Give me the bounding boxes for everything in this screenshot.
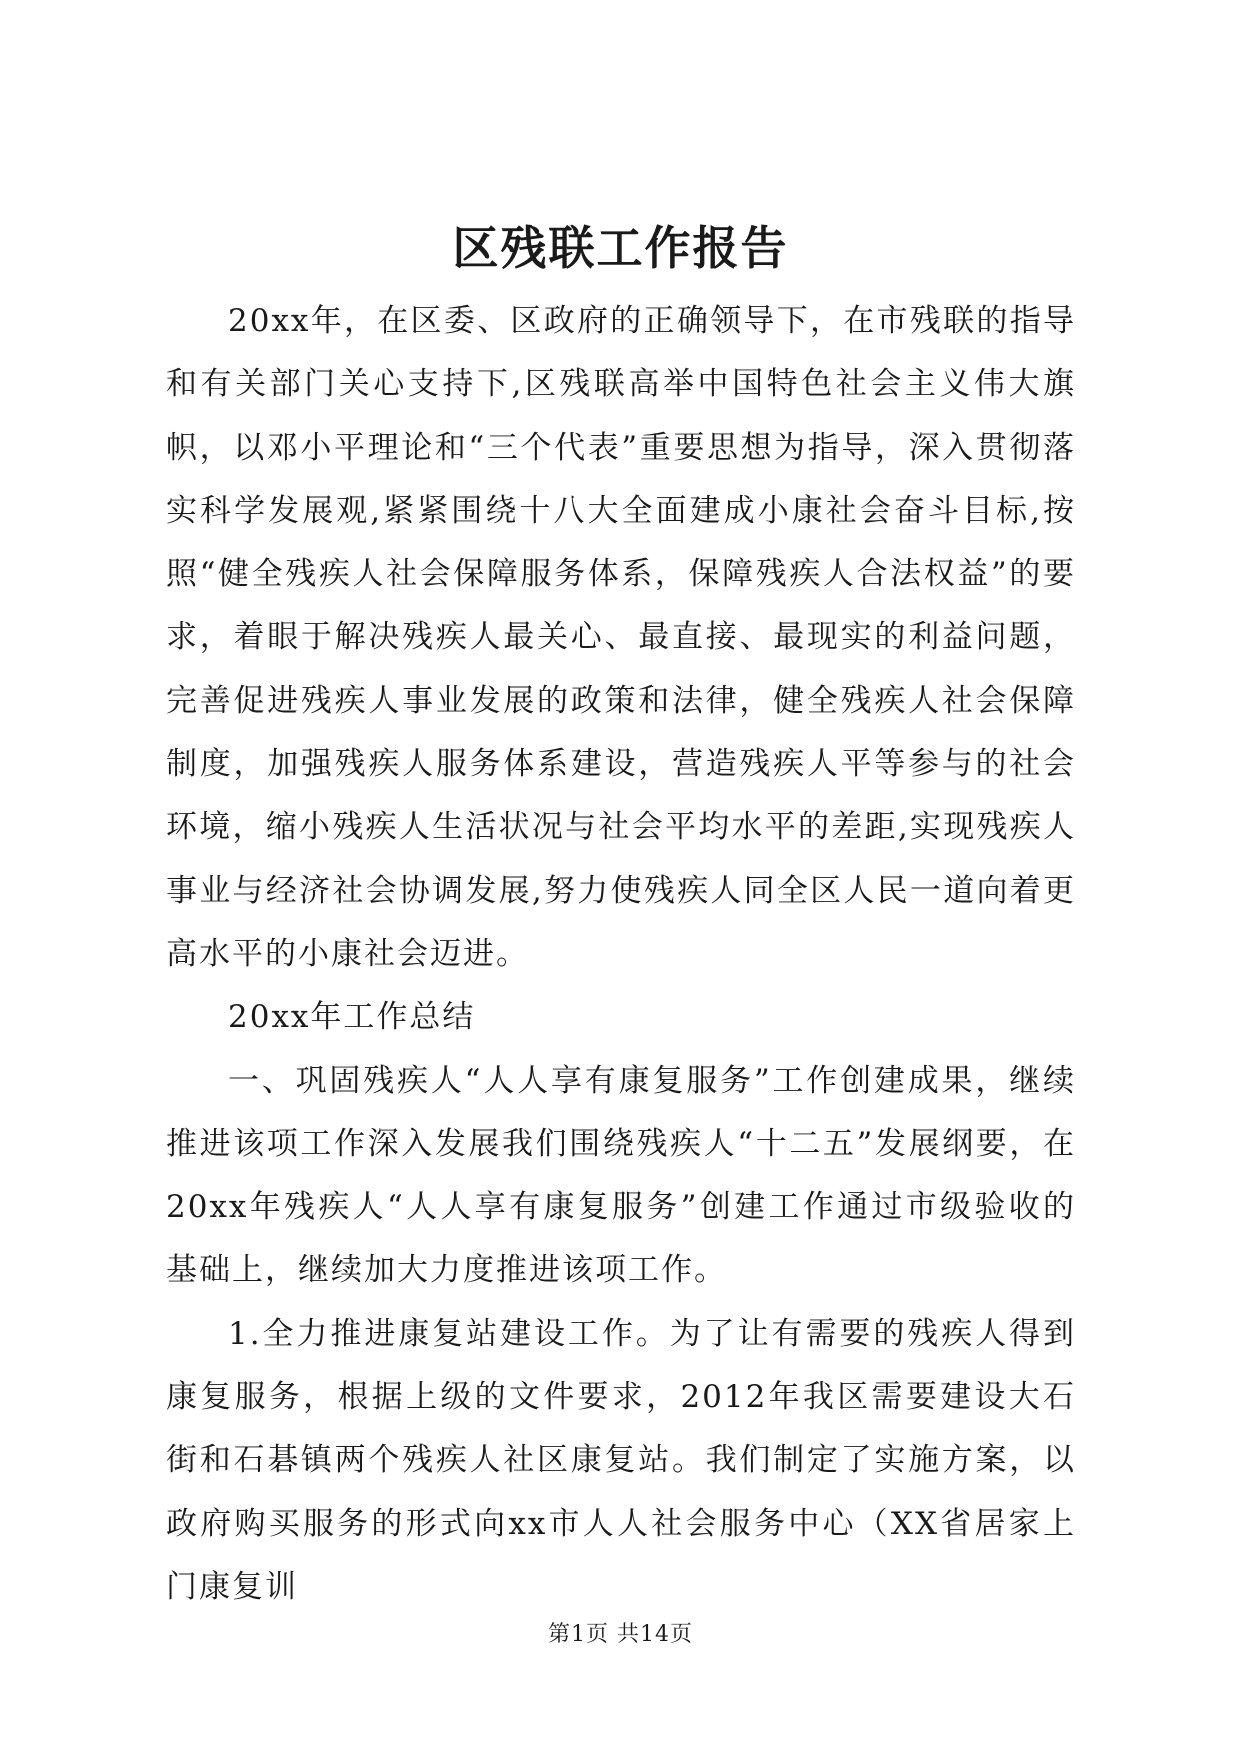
- body-paragraph-intro: 20xx年，在区委、区政府的正确领导下，在市残联的指导和有关部门关心支持下,区残联高举中国特色社会主义伟大旗帜，以邓小平理论和“三个代表”重要思想为指导，深入贯彻落实科学发展观,紧紧围绕十八大全面建成小康社会奋斗目标,按照“健全残疾人社会保障服务体系，保障残疾人合法权益”的要求，着眼于解决残疾人最关心、最直接、最现实的利益问题，完善促进残疾人事业发展的政策和法律，健全残疾人社会保障制度，加强残疾人服务体系建设，营造残疾人平等参与的社会环境，缩小残疾人生活状况与社会平均水平的差距,实现残疾人事业与经济社会协调发展,努力使残疾人同全区人民一道向着更高水平的小康社会迈进。: [166, 303, 1076, 972]
- body-paragraph-item-one: 1.全力推进康复站建设工作。为了让有需要的残疾人得到康复服务，根据上级的文件要求，2012年我区需要建设大石街和石碁镇两个残疾人社区康复站。我们制定了实施方案，以政府购买服务的形式向xx市人人社会服务中心（XX省居家上门康复训: [166, 1315, 1076, 1605]
- body-paragraph-section-one: 一、巩固残疾人“人人享有康复服务”工作创建成果，继续推进该项工作深入发展我们围绕残疾人“十二五”发展纲要，在20xx年残疾人“人人享有康复服务”创建工作通过市级验收的基础上，继续加大力度推进该项工作。: [166, 1062, 1076, 1289]
- section-heading-summary: 20xx年工作总结: [228, 999, 476, 1036]
- page-footer: 第1页 共14页: [548, 1622, 693, 1647]
- document-body: [166, 290, 1076, 1619]
- document-title: 区残联工作报告: [452, 221, 789, 275]
